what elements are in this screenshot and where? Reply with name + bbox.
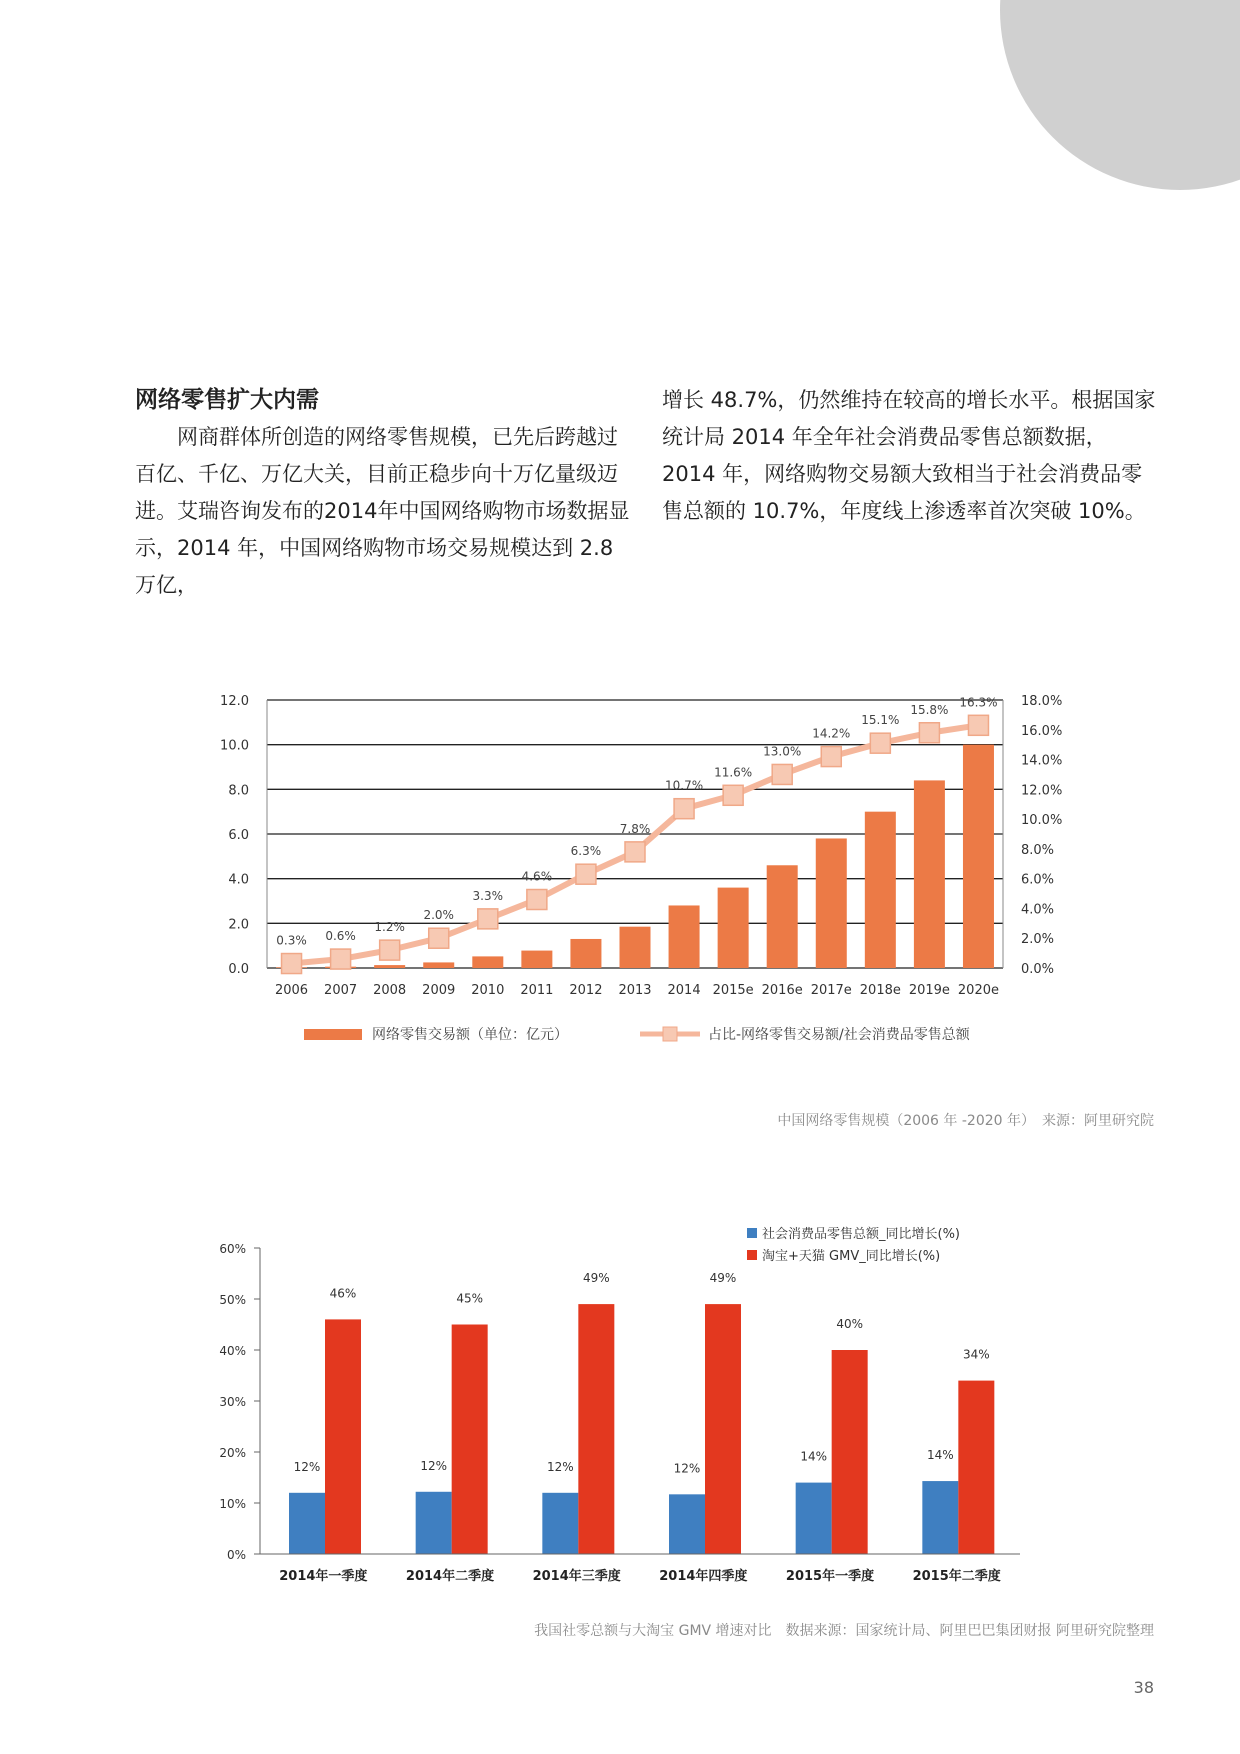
y-tick-left: 0.0 [228,962,249,977]
x-tick-label: 2020e [957,983,1000,998]
share-marker [527,890,547,910]
share-data-label: 0.3% [276,933,307,948]
bar-gmv-growth [832,1350,868,1554]
y-tick-right: 0.0% [1021,962,1055,977]
retail-growth-label: 12% [546,1459,574,1474]
bar-retail-growth [289,1493,325,1554]
share-data-label: 16.3% [959,695,998,710]
share-data-label: 6.3% [570,844,602,859]
bar-retail-volume [570,939,601,968]
retail-growth-label: 14% [800,1449,828,1464]
share-data-label: 15.8% [910,702,949,717]
y-tick-right: 10.0% [1021,813,1063,829]
bar-retail-volume [472,956,503,968]
legend-label-line: 占比-网络零售交易额/社会消费品零售总额 [708,1027,970,1043]
y-tick-label: 50% [219,1293,246,1307]
share-data-label: 4.6% [521,869,553,884]
y-tick-label: 10% [219,1497,246,1511]
share-data-label: 2.0% [423,908,454,923]
bar-gmv-growth [958,1381,994,1554]
bar-retail-volume [521,951,552,968]
retail-growth-label: 12% [673,1461,701,1476]
bar-retail-volume [669,905,700,968]
share-data-label: 7.8% [619,821,651,836]
y-tick-label: 40% [219,1344,246,1358]
legend-swatch-retail [747,1228,757,1238]
y-tick-left: 12.0 [220,694,249,709]
bar-retail-volume [963,745,994,968]
y-tick-label: 0% [226,1548,246,1562]
bar-retail-volume [423,962,454,968]
y-tick-left: 4.0 [228,872,249,888]
y-tick-right: 16.0% [1021,723,1063,739]
legend-label-retail: 社会消费品零售总额_同比增长(%) [762,1227,960,1242]
paragraph-1: 网商群体所创造的网络零售规模，已先后跨越过百亿、千亿、万亿大关，目前正稳步向十万亿量级迈进。艾瑞咨询发布的2014年中国网络购物市场数据显示，2014 年，中国网络购物市场交易规模达到 2.8 万亿， [135,425,630,597]
share-marker [576,864,596,884]
share-marker [331,949,351,969]
bar-retail-growth [542,1493,578,1554]
legend-label-gmv: 淘宝+天猫 GMV_同比增长(%) [762,1249,941,1264]
gmv-growth-label: 49% [582,1271,610,1286]
bar-retail-growth [669,1494,705,1554]
share-marker [968,715,988,735]
online-retail-scale-chart [0,668,1240,1068]
gmv-growth-label: 45% [456,1291,484,1306]
share-data-label: 1.2% [374,920,405,935]
share-data-label: 11.6% [714,765,753,780]
x-tick-label: 2014年二季度 [405,1569,495,1584]
y-tick-left: 10.0 [220,738,249,754]
x-tick-label: 2016e [761,983,803,998]
x-tick-label: 2007 [324,983,358,998]
share-data-label: 13.0% [763,744,802,759]
x-tick-label: 2011 [520,983,554,998]
share-marker [821,747,841,767]
y-tick-left: 6.0 [228,828,249,843]
bar-gmv-growth [578,1304,614,1554]
x-tick-label: 2006 [274,983,309,998]
share-marker [723,785,743,805]
y-tick-label: 60% [219,1242,246,1256]
share-data-label: 14.2% [812,726,851,741]
share-data-label: 15.1% [861,713,900,728]
page-number: 38 [1133,1678,1154,1697]
x-tick-label: 2014 [667,983,701,998]
retail-growth-label: 12% [293,1459,321,1474]
legend-swatch-gmv [747,1250,757,1260]
share-marker [429,928,449,948]
y-tick-right: 14.0% [1021,753,1063,769]
paragraph-2: 增长 48.7%，仍然维持在较高的增长水平。根据国家统计局 2014 年全年社会消费品零售总额数据，2014 年，网络购物交易额大致相当于社会消费品零售总额的 10.7%，年度线上渗透率首次突破 10%。 [662,388,1156,523]
decorative-corner-circle [1000,0,1240,190]
x-tick-label: 2012 [569,983,603,998]
x-tick-label: 2017e [810,983,852,998]
bar-retail-volume [914,780,945,968]
bar-retail-volume [718,888,749,968]
bar-retail-volume [767,865,798,968]
gmv-growth-label: 40% [836,1317,864,1331]
bar-retail-volume [865,812,896,968]
y-tick-label: 20% [219,1446,246,1460]
x-tick-label: 2009 [422,983,456,998]
y-tick-left: 2.0 [228,917,249,933]
gmv-growth-label: 34% [962,1347,990,1362]
y-tick-right: 4.0% [1021,902,1055,918]
retail-growth-label: 12% [420,1458,448,1473]
share-data-label: 0.6% [325,929,356,944]
x-tick-label: 2015年一季度 [785,1569,875,1584]
retail-gmv-growth-chart [0,1222,1240,1602]
text-column-left [135,382,630,604]
gmv-growth-label: 46% [329,1286,357,1301]
share-marker [478,909,498,929]
share-marker [674,799,694,819]
x-tick-label: 2008 [373,983,407,998]
x-tick-label: 2014年三季度 [532,1569,621,1584]
x-tick-label: 2010 [471,983,505,998]
x-tick-label: 2014年一季度 [279,1569,368,1584]
x-tick-label: 2015年二季度 [912,1569,1001,1584]
bar-retail-growth [416,1492,452,1554]
y-tick-left: 8.0 [228,783,249,799]
bar-gmv-growth [325,1319,361,1554]
section-heading: 网络零售扩大内需 [135,387,319,413]
share-marker [625,842,645,862]
x-tick-label: 2013 [618,983,652,998]
legend-swatch-marker [663,1027,677,1041]
x-tick-label: 2018e [859,983,901,998]
x-tick-label: 2015e [712,983,754,998]
text-column-right [662,382,1158,530]
share-marker [870,733,890,753]
chart1-caption: 中国网络零售规模（2006 年 -2020 年） 来源：阿里研究院 [777,1113,1154,1129]
y-tick-right: 8.0% [1021,842,1055,858]
bar-retail-growth [922,1481,958,1554]
share-data-label: 10.7% [665,778,704,793]
bar-gmv-growth [452,1325,488,1555]
share-marker [282,954,302,974]
share-marker [919,723,939,743]
bar-retail-volume [374,965,405,968]
y-tick-label: 30% [219,1395,246,1409]
x-tick-label: 2014年四季度 [659,1569,748,1584]
legend-swatch-bar [304,1029,362,1040]
share-data-label: 3.3% [472,888,504,903]
chart2-caption: 我国社零总额与大淘宝 GMV 增速对比 数据来源：国家统计局、阿里巴巴集团财报 阿里研究院整理 [534,1623,1154,1639]
bar-retail-growth [796,1483,832,1554]
y-tick-right: 6.0% [1021,872,1055,888]
bar-retail-volume [816,838,847,968]
gmv-growth-label: 49% [709,1271,737,1286]
share-marker [380,940,400,960]
y-tick-right: 18.0% [1021,694,1063,709]
bar-retail-volume [620,927,651,968]
retail-growth-label: 14% [926,1448,954,1463]
y-tick-right: 2.0% [1021,932,1055,948]
y-tick-right: 12.0% [1021,783,1063,799]
share-marker [772,764,792,784]
bar-gmv-growth [705,1304,741,1554]
legend-label-bar: 网络零售交易额（单位：亿元） [372,1027,568,1043]
x-tick-label: 2019e [908,983,950,998]
